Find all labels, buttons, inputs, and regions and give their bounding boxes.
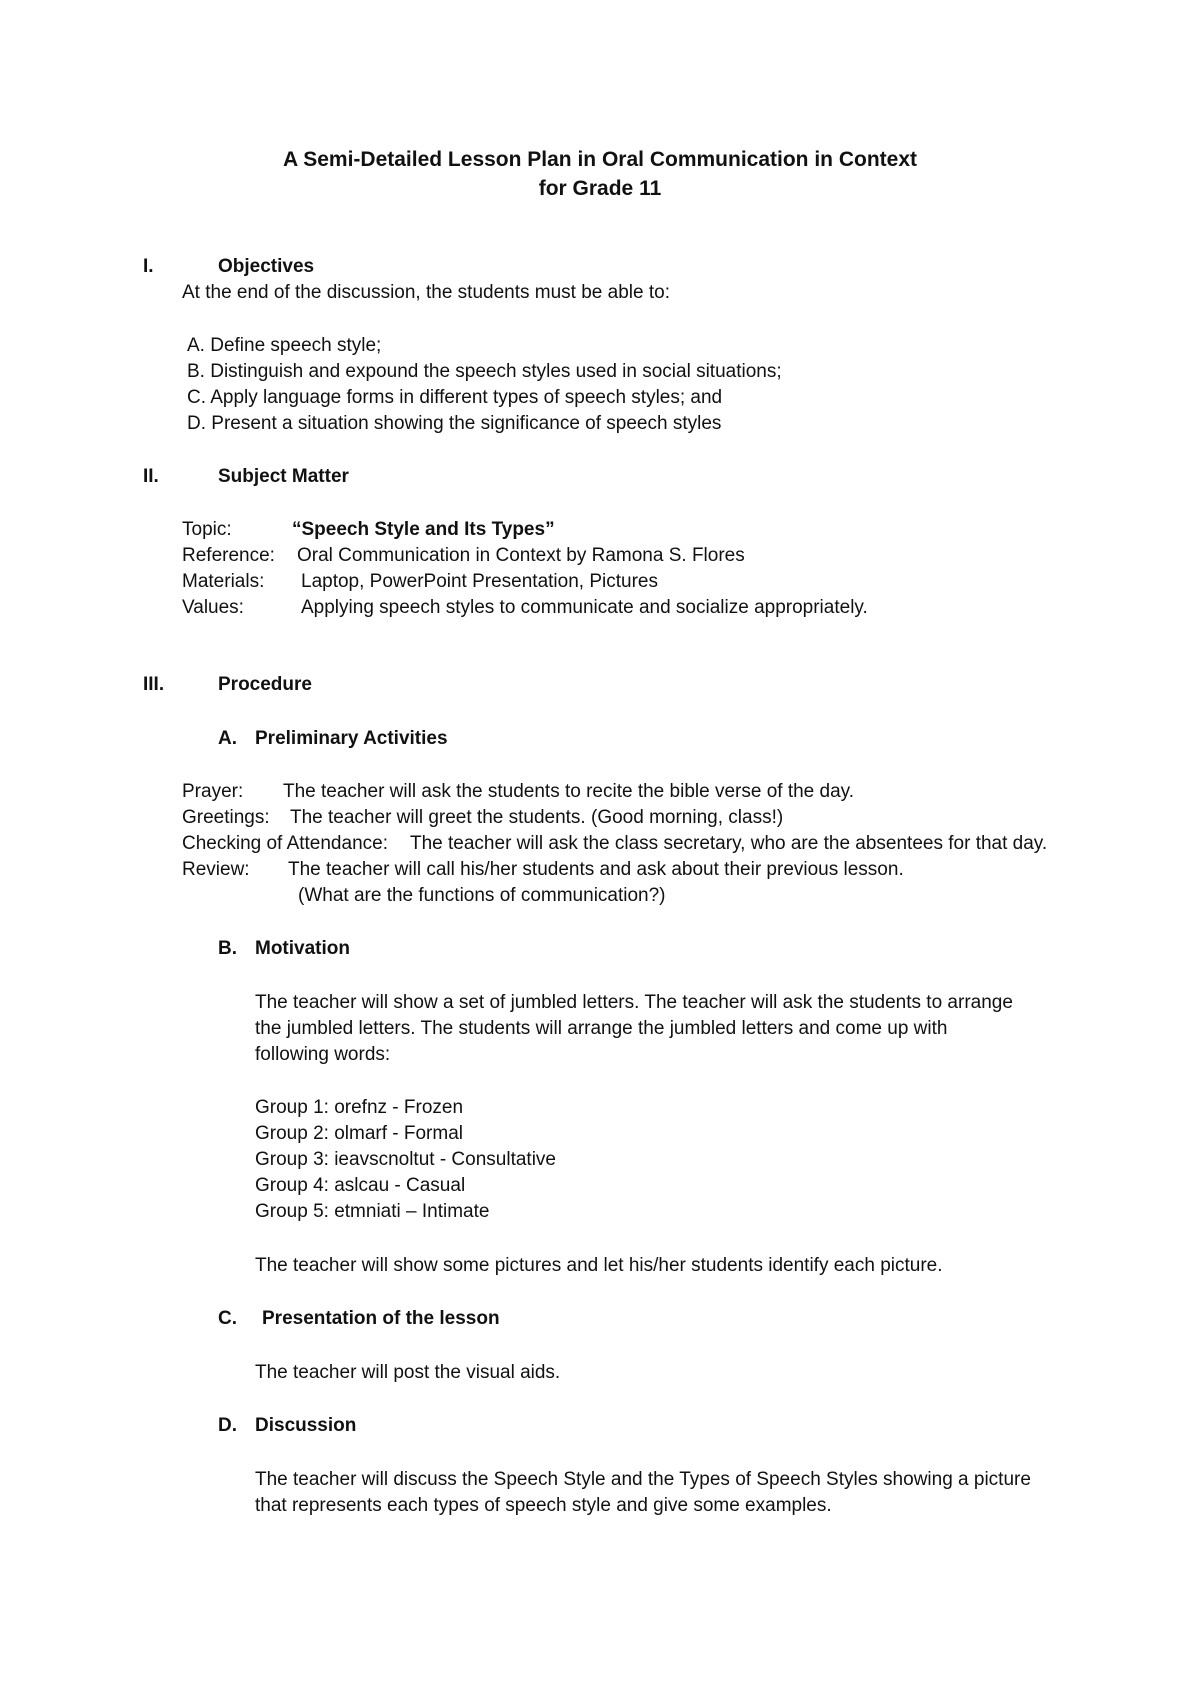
preliminary-row-value: The teacher will ask the students to recite the bible verse of the day.: [283, 781, 855, 802]
presentation-text: The teacher will post the visual aids.: [255, 1362, 561, 1383]
subsection-letter: A.: [218, 728, 237, 749]
objectives-heading: Objectives: [218, 256, 315, 277]
objectives-intro: At the end of the discussion, the students must be able to:: [182, 282, 670, 303]
motivation-paragraph-line: the jumbled letters. The students will arrange the jumbled letters and come up with: [255, 1018, 948, 1039]
discussion-paragraph-line: that represents each types of speech style and give some examples.: [255, 1495, 832, 1516]
subsection-letter: B.: [218, 938, 237, 959]
subject-row-value: Oral Communication in Context by Ramona S. Flores: [297, 545, 745, 566]
preliminary-row-label: Review:: [182, 859, 250, 880]
subject-row-value: Laptop, PowerPoint Presentation, Pictures: [301, 571, 658, 592]
section-numeral: I.: [143, 256, 154, 277]
motivation-heading: Motivation: [255, 938, 350, 959]
document-subtitle: for Grade 11: [538, 177, 662, 200]
subsection-letter: D.: [218, 1415, 237, 1436]
objective-item: C. Apply language forms in different types of speech styles; and: [187, 387, 723, 408]
preliminary-row-label: Checking of Attendance:: [182, 833, 388, 854]
preliminary-heading: Preliminary Activities: [255, 728, 448, 749]
motivation-paragraph-line: following words:: [255, 1044, 391, 1065]
motivation-group: Group 3: ieavscnoltut - Consultative: [255, 1149, 556, 1170]
subject-row-label: Reference:: [182, 545, 275, 566]
presentation-heading: Presentation of the lesson: [262, 1308, 500, 1329]
objective-item: B. Distinguish and expound the speech styles used in social situations;: [187, 361, 782, 382]
preliminary-row-label: Greetings:: [182, 807, 270, 828]
objective-item: A. Define speech style;: [187, 335, 382, 356]
discussion-heading: Discussion: [255, 1415, 357, 1436]
motivation-group: Group 1: orefnz - Frozen: [255, 1097, 464, 1118]
preliminary-row-value: The teacher will call his/her students and ask about their previous lesson.: [288, 859, 904, 880]
procedure-heading: Procedure: [218, 674, 312, 695]
subject-row-label: Topic:: [182, 519, 232, 540]
subject-row-label: Values:: [182, 597, 244, 618]
review-followup: (What are the functions of communication?): [298, 885, 666, 906]
motivation-paragraph-line: The teacher will show a set of jumbled letters. The teacher will ask the students to arrange: [255, 992, 1013, 1013]
subject-matter-heading: Subject Matter: [218, 466, 349, 487]
subsection-letter: C.: [218, 1308, 237, 1329]
subject-row-value: Applying speech styles to communicate and socialize appropriately.: [301, 597, 868, 618]
section-numeral: II.: [143, 466, 159, 487]
preliminary-row-value: The teacher will ask the class secretary, who are the absentees for that day.: [410, 833, 1048, 854]
motivation-group: Group 2: olmarf - Formal: [255, 1123, 463, 1144]
preliminary-row-label: Prayer:: [182, 781, 244, 802]
subject-row-label: Materials:: [182, 571, 265, 592]
section-numeral: III.: [143, 674, 165, 695]
motivation-closing: The teacher will show some pictures and let his/her students identify each picture.: [255, 1255, 943, 1276]
document-title: A Semi-Detailed Lesson Plan in Oral Communication in Context: [283, 148, 917, 171]
discussion-paragraph-line: The teacher will discuss the Speech Style and the Types of Speech Styles showing a picture: [255, 1469, 1031, 1490]
objective-item: D. Present a situation showing the significance of speech styles: [187, 413, 722, 434]
motivation-group: Group 5: etmniati – Intimate: [255, 1201, 490, 1222]
preliminary-row-value: The teacher will greet the students. (Good morning, class!): [290, 807, 784, 828]
motivation-group: Group 4: aslcau - Casual: [255, 1175, 466, 1196]
subject-row-value: “Speech Style and Its Types”: [292, 519, 555, 540]
